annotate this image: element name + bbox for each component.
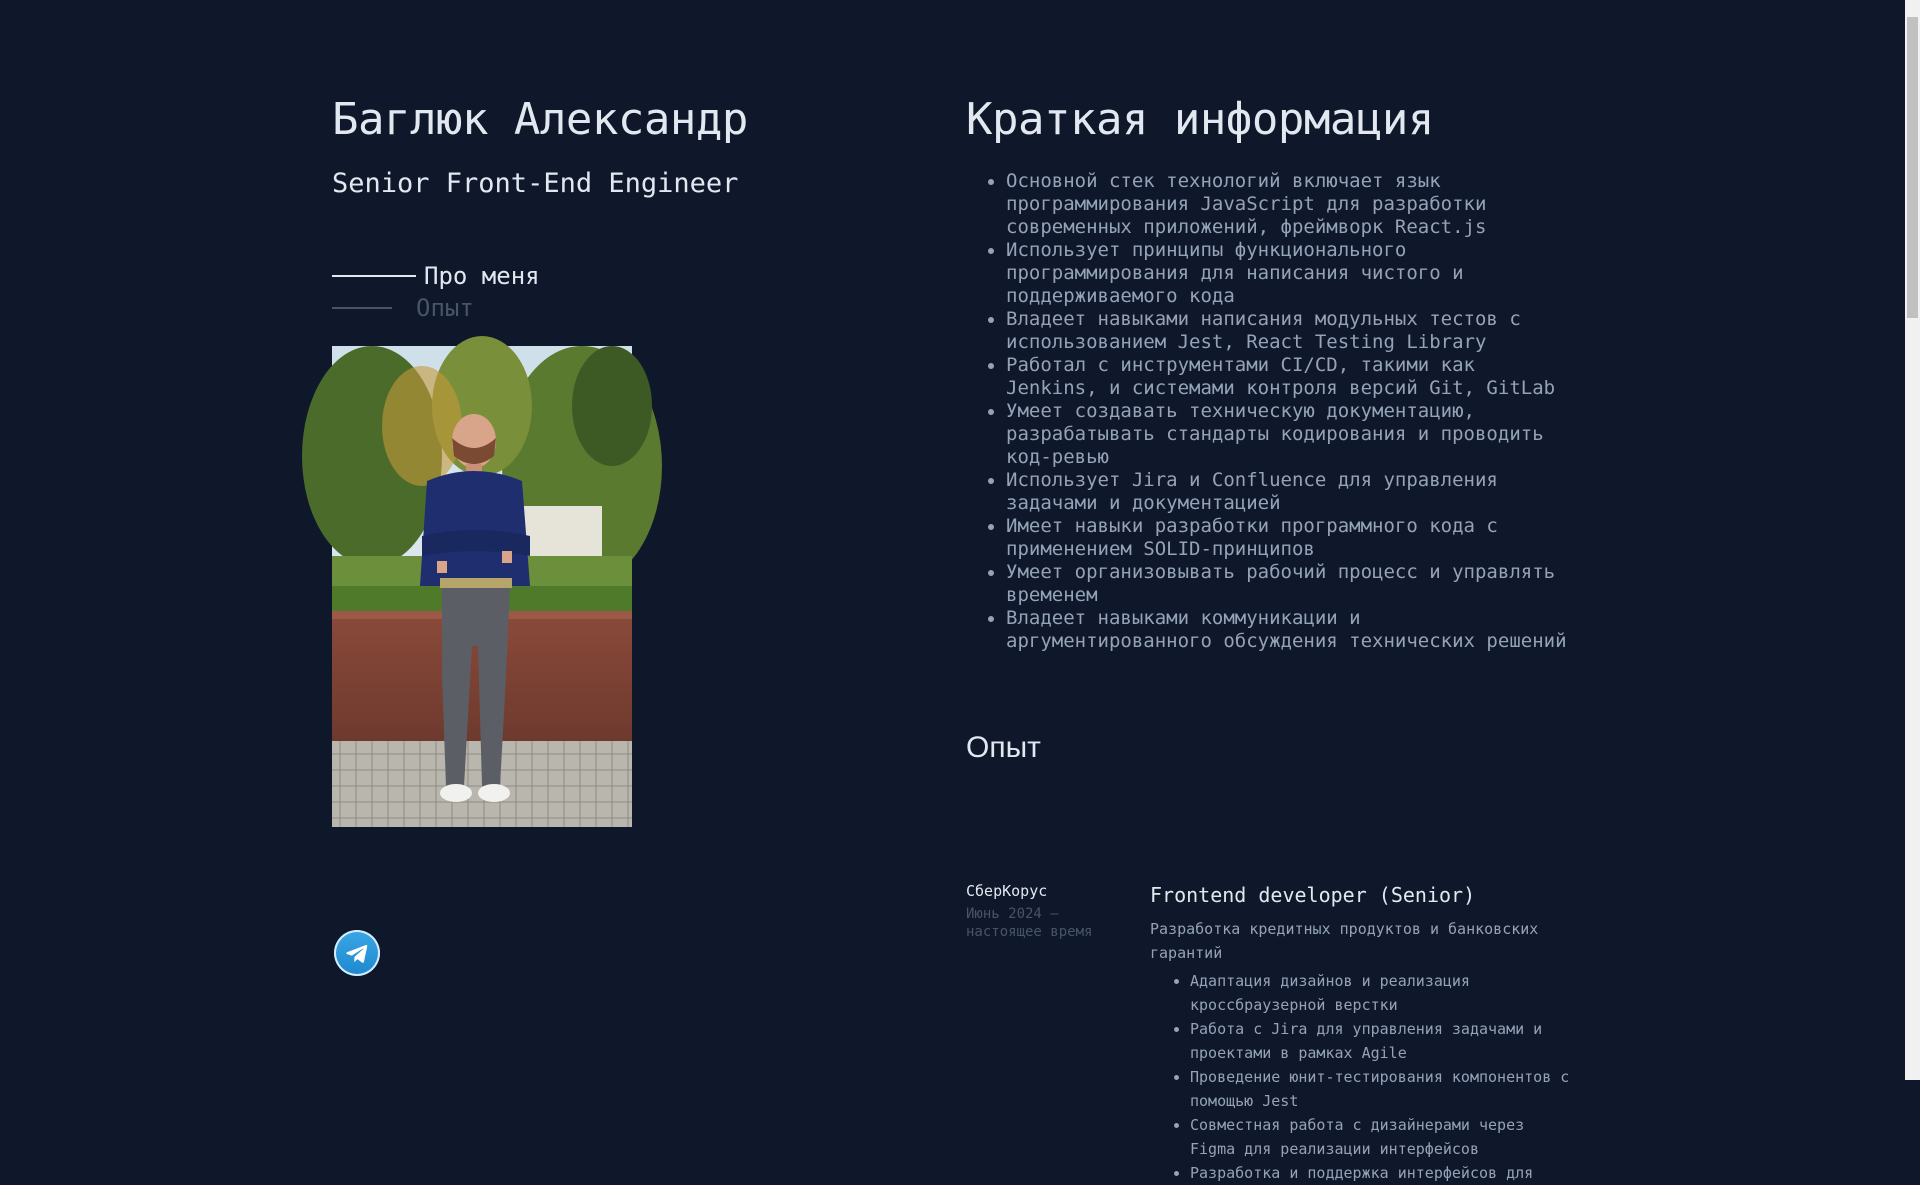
list-item: • Работа с Jira для управления задачами и проектами в рамках Agile <box>1190 1017 1570 1065</box>
job-body <box>1150 881 1570 1185</box>
list-item: • Адаптация дизайнов и реализация кроссбраузерной верстки <box>1190 969 1570 1017</box>
job-period: Июнь 2024 — настоящее время <box>966 906 1093 940</box>
nav-label-experience: Опыт <box>416 294 474 322</box>
list-item: • Использует Jira и Confluence для управления задачами и документацией <box>1006 469 1576 515</box>
job-duties <box>1150 969 1570 1185</box>
job-meta <box>966 881 1136 941</box>
list-item: • Разработка и поддержка интерфейсов для <box>1190 1161 1570 1185</box>
experience-title: Опыт <box>966 731 1041 764</box>
profile-role: Senior Front-End Engineer <box>332 168 739 199</box>
list-item: • Совместная работа с дизайнерами через Figma для реализации интерфейсов <box>1190 1113 1570 1161</box>
telegram-icon <box>344 940 370 966</box>
list-item: • Основной стек технологий включает язык программирования JavaScript для разработки современных приложений, фреймворк React.js <box>1006 170 1576 239</box>
summary-title: Краткая информация <box>966 94 1434 145</box>
list-item: • Использует принципы функционального программирования для написания чистого и поддерживаемого кода <box>1006 239 1576 308</box>
list-item: • Умеет создавать техническую документацию, разрабатывать стандарты кодирования и проводить код-ревью <box>1006 400 1576 469</box>
nav-link-experience[interactable] <box>332 292 852 324</box>
company-name: СберКорус <box>966 882 1048 900</box>
list-item: • Умеет организовывать рабочий процесс и управлять временем <box>1006 561 1576 607</box>
scroll-up-arrow[interactable] <box>1905 0 1920 17</box>
profile-photo <box>332 346 632 827</box>
list-item: • Владеет навыками коммуникации и аргументированного обсуждения технических решений <box>1006 607 1576 653</box>
job-title: Frontend developer (Senior) <box>1150 883 1476 907</box>
scroll-down-arrow[interactable] <box>1905 1063 1920 1080</box>
nav-indicator <box>332 307 392 309</box>
list-item: • Проведение юнит-тестирования компонентов с помощью Jest <box>1190 1065 1570 1113</box>
list-item: • Владеет навыками написания модульных тестов с использованием Jest, React Testing Library <box>1006 308 1576 354</box>
nav-label-about: Про меня <box>424 262 540 290</box>
nav-link-about[interactable] <box>332 260 852 292</box>
summary-list <box>966 170 1576 653</box>
section-nav <box>332 260 852 324</box>
job-description: Разработка кредитных продуктов и банковских гарантий <box>1150 920 1539 962</box>
list-item: • Имеет навыки разработки программного кода с применением SOLID-принципов <box>1006 515 1576 561</box>
scrollbar-thumb[interactable] <box>1907 17 1918 318</box>
list-item: • Работал с инструментами CI/CD, такими как Jenkins, и системами контроля версий Git, GitLab <box>1006 354 1576 400</box>
left-column <box>332 92 852 827</box>
telegram-link[interactable] <box>334 930 380 976</box>
profile-name: Баглюк Александр <box>332 94 748 145</box>
nav-indicator <box>332 275 416 277</box>
right-column <box>966 92 1576 1182</box>
vertical-scrollbar[interactable] <box>1905 0 1920 1080</box>
